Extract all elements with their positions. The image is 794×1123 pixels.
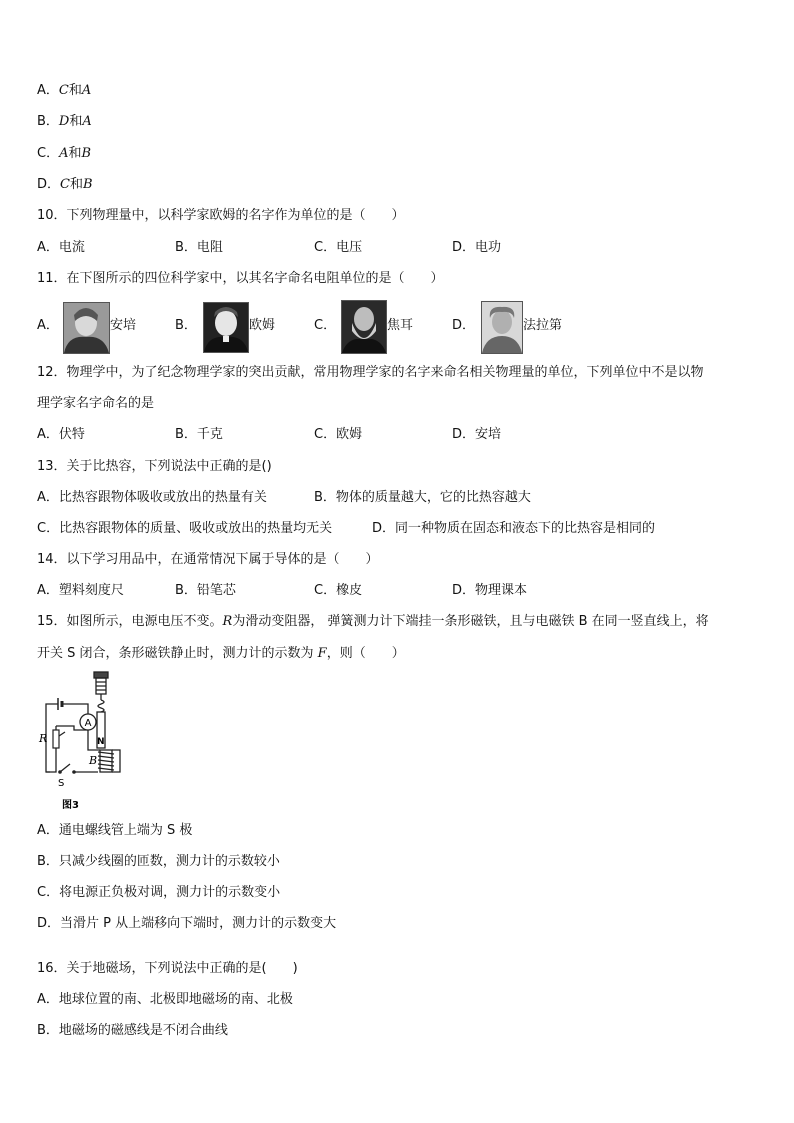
q11-option-c-prefix: C． [314,318,337,333]
q15-option-a: A．通电螺线管上端为 S 极 [37,823,193,838]
q11-stem: 11．在下图所示的四位科学家中，以其名字命名电阻单位的是（ ） [37,271,444,286]
q9-option-a: A．C和A [37,83,92,98]
q16-option-b: B．地磁场的磁感线是不闭合曲线 [37,1023,228,1038]
q14-stem: 14．以下学习用品中，在通常情况下属于导体的是（ ） [37,552,379,567]
figure-caption: 图3 [62,800,79,810]
q13-option-b: B．物体的质量越大，它的比热容越大 [314,490,531,505]
q11-option-b-prefix: B． [175,318,197,333]
q12-stem-line1: 12．物理学中，为了纪念物理学家的突出贡献，常用物理学家的名字来命名相关物理量的单位，下列单位中不是以物 [37,365,704,380]
q11-option-a-name: 安培 [110,318,137,333]
switch-label: S [58,778,65,789]
q12-option-c: C．欧姆 [314,427,363,442]
q11-option-d-name: 法拉第 [523,318,563,333]
q9-option-c: C．A和B [37,146,92,161]
q12-option-b: B．千克 [175,427,223,442]
q12-option-a: A．伏特 [37,427,85,442]
electromagnet-label: B [89,754,98,767]
q11-option-a-prefix: A． [37,318,59,333]
joule-portrait [341,300,387,354]
faraday-portrait [481,301,523,354]
rheostat-label: R [39,732,48,745]
q14-option-d: D．物理课本 [452,583,528,598]
q15-option-c: C．将电源正负极对调，测力计的示数变小 [37,885,281,900]
q11-option-d-prefix: D． [452,318,476,333]
q15-stem-line2: 开关 S 闭合，条形磁铁静止时，测力计的示数为 F，则（ ） [37,646,405,661]
q14-option-c: C．橡皮 [314,583,363,598]
q15-option-b: B．只减少线圈的匝数，测力计的示数较小 [37,854,280,869]
q10-stem: 10．下列物理量中，以科学家欧姆的名字作为单位的是（ ） [37,208,405,223]
q9-option-b: B．D和A [37,114,92,129]
q13-option-a: A．比热容跟物体吸收或放出的热量有关 [37,490,267,505]
ampere-portrait [63,302,110,354]
magnet-pole-label: N [97,737,105,747]
q10-option-b: B．电阻 [175,240,223,255]
q12-option-d: D．安培 [452,427,502,442]
ammeter-label: A [84,718,92,729]
q10-option-c: C．电压 [314,240,363,255]
q10-option-d: D．电功 [452,240,502,255]
q16-stem: 16．关于地磁场，下列说法中正确的是( ) [37,961,298,976]
q9-option-d: D．C和B [37,177,93,192]
ohm-portrait [203,302,249,353]
q15-option-d: D．当滑片 P 从上端移向下端时，测力计的示数变大 [37,916,337,931]
q11-option-c-name: 焦耳 [387,318,414,333]
q10-option-a: A．电流 [37,240,85,255]
q13-option-d: D．同一种物质在固态和液态下的比热容是相同的 [372,521,656,536]
q14-option-b: B．铅笔芯 [175,583,236,598]
q14-option-a: A．塑料刻度尺 [37,583,124,598]
q15-circuit-figure [34,668,144,810]
q15-stem-line1: 15．如图所示，电源电压不变。R为滑动变阻器， 弹簧测力计下端挂一条形磁铁，且与电磁铁 B 在同一竖直线上，将 [37,614,709,629]
q11-option-b-name: 欧姆 [249,318,276,333]
q13-stem: 13．关于比热容，下列说法中正确的是() [37,459,272,474]
q16-option-a: A．地球位置的南、北极即地磁场的南、北极 [37,992,293,1007]
q12-stem-line2: 理学家名字命名的是 [37,396,155,411]
q13-option-c: C．比热容跟物体的质量、吸收或放出的热量均无关 [37,521,333,536]
